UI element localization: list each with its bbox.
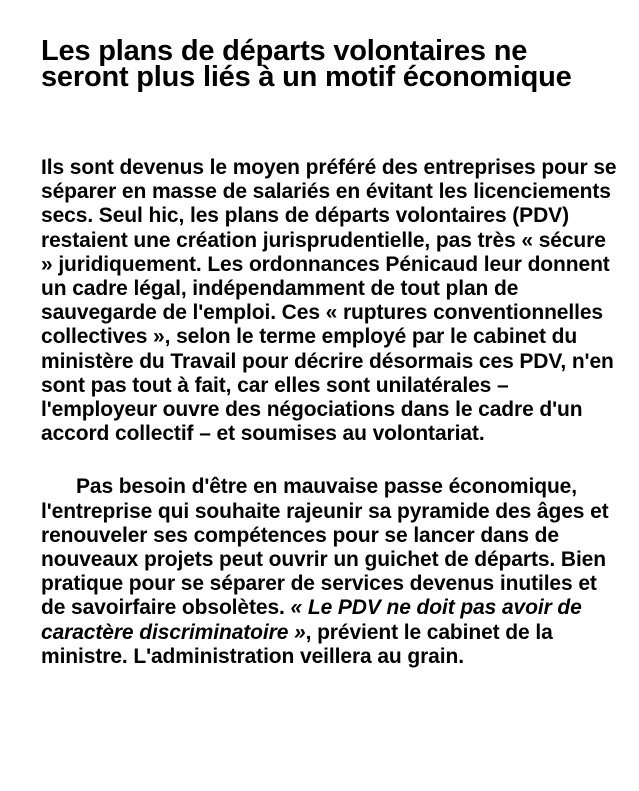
paragraph-2-intro: Pas besoin d'être en mauvaise passe économique, l'entreprise qui souhaite rajeunir sa pyramide des âges et renouveler ses compétences pour se lancer dans de nouveaux projets peut ouvrir un guichet de départs. Bien pratique pour se séparer de services devenus inutiles et de savoirfaire obsolètes. xyxy=(41,475,609,620)
article-paragraph-2 xyxy=(41,475,621,669)
article-title: Les plans de départs volontaires ne seront plus liés à un motif économique xyxy=(41,35,572,93)
article-paragraph-1: Ils sont devenus le moyen préféré des entreprises pour se séparer en masse de salariés en évitant les licenciements secs. Seul hic, les plans de départs volontaires (PDV) restaient une création jurisprudentielle, pas très « sécure » juridiquement. Les ordonnances Pénicaud leur donnent un cadre légal, indépendamment de tout plan de sauvegarde de l'emploi. Ces « ruptures conventionnelles collectives », selon le terme employé par le cabinet du ministère du Travail pour décrire désormais ces PDV, n'en sont pas tout à fait, car elles sont unilatérales – l'employeur ouvre des négociations dans le cadre d'un accord collectif – et soumises au volontariat. xyxy=(41,156,617,446)
ministry-quote: « Le PDV ne doit pas avoir de caractère discriminatoire » xyxy=(41,596,582,644)
paragraph-2-outro: , prévient le cabinet de la ministre. L'administration veillera au grain. xyxy=(41,620,553,668)
article xyxy=(41,35,621,669)
